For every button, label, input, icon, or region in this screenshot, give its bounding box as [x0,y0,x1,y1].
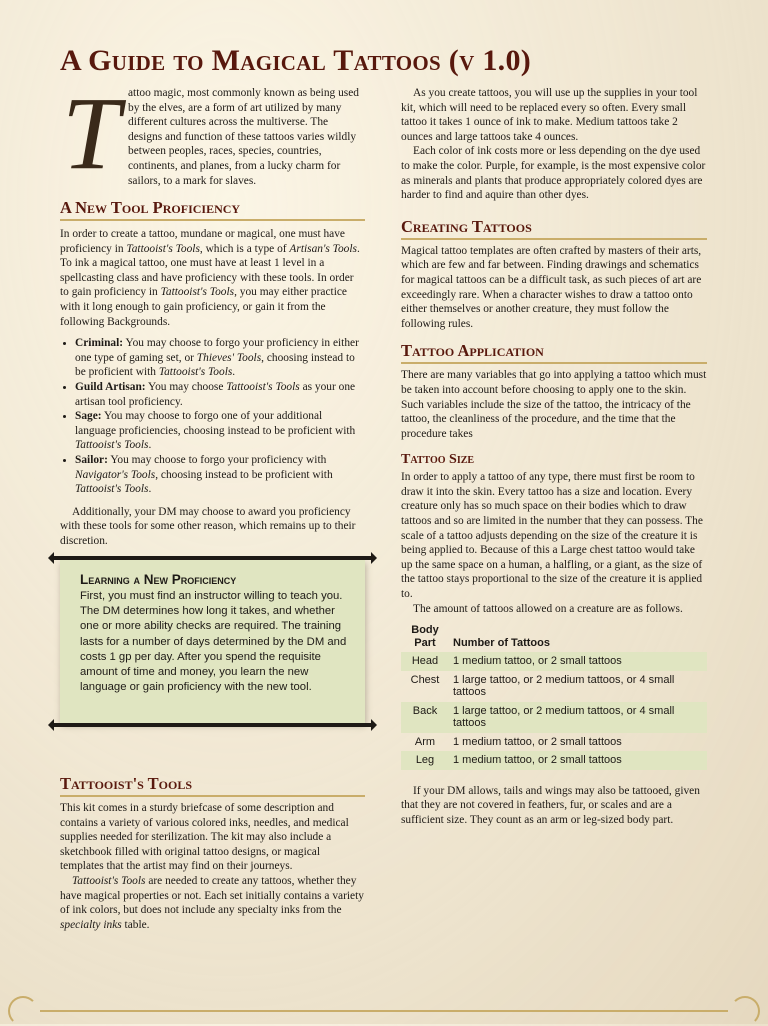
tattoo-count-cell: 1 medium tattoo, or 2 small tattoos [449,751,707,770]
text-run: You may choose to forgo one of your additional language proficiencies, choosing instead to be proficient with [75,410,356,437]
tattoo-limits-table [401,622,707,770]
text-run: . To ink a magical tattoo, one must have at least 1 level in a spellcasting class and have proficiency with these tools. In order to gain proficiency in [60,242,360,299]
intro-paragraph: attoo magic, most commonly known as being used by the elves, are a form of art utilized by many different cultures across the multiverse. The designs and function of these tattoos varies wildly between peoples, races, species, countries, continents, and planes, from a lucky charm for sailors, to a mark for slaves. [128,87,359,187]
tool-name: Tattooist's Tools [75,439,149,452]
size-intro-paragraph: The amount of tattoos allowed on a creature are as follows. [413,602,683,615]
table-reference: specialty inks [60,918,122,931]
tool-name: Tattooist's Tools [158,366,233,379]
text-run: , choosing instead to be proficient with [75,351,355,379]
tool-name: Tattooist's Tools [160,286,235,299]
text-run: , which is a type of [199,242,290,255]
text-run: . [148,483,152,496]
table-row [401,671,707,702]
tools-paragraph-2 [60,874,365,932]
table-row [401,702,707,733]
body-part-cell: Chest [410,673,440,686]
tool-proficiency-paragraph [60,227,365,329]
tool-name: Tattooist's Tools [72,874,146,887]
tails-wings-paragraph: If your DM allows, tails and wings may also be tattooed, given that they are not covered in feathers, fur, or scales and are a sufficient size. They count as an arm or leg-sized body part. [401,784,700,826]
tool-name: Artisan's Tools [289,242,357,255]
text-run: You may choose to forgo your proficiency with [107,453,327,466]
tool-name: Tattooist's Tools [75,483,149,496]
tool-proficiency-heading: A New Tool Proficiency [60,198,365,221]
tool-name: Tattooist's Tools [226,380,300,393]
footer-curl-right [730,996,760,1026]
tattoo-count-cell: 1 medium tattoo, or 2 small tattoos [453,735,622,748]
footer-ornament [0,996,768,1024]
text-run: . [148,439,152,452]
background-list [60,336,365,497]
note-bottom-border [54,723,371,727]
text-run: table. [121,918,150,931]
left-column [60,76,365,548]
bullet-label: Guild Artisan: [75,380,146,393]
text-run: are needed to create any tattoos, whether they have magical properties or not. Each set initially contains a variety of ink colors, but does not include any specialty inks from the [60,874,364,917]
note-box [60,560,365,723]
note-title: Learning a New Proficiency [80,572,237,587]
size-paragraph: In order to apply a tattoo of any type, there must first be room to draw it into the skin. Every tattoo has a size and location. Every creature only has so much space on their bodies which to draw tattoos and so are limited in the number that they can possess. The scale of a tattoo adjusts depending on the size of the creature it is being applied to. Because of this a Large chest tattoo would take up the same space on a human, a halfling, or a giant, as the size of the tattoo stays proportional to the size of the creature it is applied to. [401,471,703,601]
tools-section [60,774,365,932]
text-run: as your one artisan tool proficiency. [75,380,356,408]
tattoo-count-cell: 1 medium tattoo, or 2 small tattoos [449,652,707,671]
drop-cap-letter: T [62,76,120,191]
tools-heading: Tattooist's Tools [60,774,365,797]
page-title: A Guide to Magical Tattoos (v 1.0) [60,44,532,77]
column-header: Body Part [411,624,439,650]
creating-heading: Creating Tattoos [401,217,707,240]
discretion-paragraph: Additionally, your DM may choose to award you proficiency with these tools for some other reason, which remains up to their discretion. [60,505,356,547]
application-heading: Tattoo Application [401,341,707,364]
text-run: , choosing instead to be proficient with [155,468,333,481]
bullet-label: Sage: [75,410,102,423]
body-part-cell: Arm [414,735,436,748]
table-row [401,751,707,770]
table-header-row [401,622,707,652]
bullet-label: Criminal: [75,337,124,350]
tattoo-count-cell: 1 large tattoo, or 2 medium tattoos, or 4 small tattoos [449,702,707,733]
text-run: In order to create a tattoo, mundane or magical, one must have proficiency in [60,228,345,255]
footer-curl-left [8,996,38,1026]
text-run: You may choose [145,380,227,393]
footer-line [40,1010,728,1012]
note-body: First, you must find an instructor willing to teach you. The DM determines how long it takes, and whether one or more ability checks are required. The training lasts for a number of days determined by the DM and costs 1 gp per day. After you spend the requisite amount of time and money, you learn the new language or gain proficiency with the new tool. [80,590,347,694]
text-run: You may choose to forgo your proficiency in either one type of gaming set, or [75,337,359,364]
body-part-cell: Back [401,702,449,733]
creating-paragraph: Magical tattoo templates are often crafted by masters of their arts, which are few and far between. Finding drawings and schematics for magical tattoos can be a difficult task, as such pieces of art are exceedingly rare. When a character wishes to draw a tattoo onto either themselves or another creature, they must follow the following rules. [401,244,702,330]
list-item [75,380,365,409]
body-part-cell: Leg [401,751,449,770]
text-run: . [232,366,236,379]
list-item [75,453,365,497]
body-part-cell: Head [401,652,449,671]
size-heading: Tattoo Size [401,452,475,468]
supplies-paragraph: As you create tattoos, you will use up the supplies in your tool kit, which will need to be replaced every so often. Every small tattoo it takes 1 ounce of ink to make. Medium tattoos take 2 ounces and large tattoos take 4 ounces. [401,87,698,143]
tool-name: Tattooist's Tools [126,242,200,255]
intro-section [60,76,365,191]
tool-name: Thieves' Tools [196,351,262,364]
list-item [75,336,365,380]
list-item [75,409,365,453]
column-header: Number of Tattoos [453,637,550,650]
text-run: , you may either practice with it long enough to gain proficiency, or gain it from the following Backgrounds. [60,286,347,328]
bullet-label: Sailor: [75,453,108,466]
ink-cost-paragraph: Each color of ink costs more or less depending on the dye used to make the color. Purple, for example, is the most expensive color as minerals and plants that produce appropriately colored dyes are harder to find and aquire than other dyes. [401,145,706,202]
tool-name: Navigator's Tools [75,468,156,481]
application-paragraph: There are many variables that go into applying a tattoo which must be taken into account before choosing to apply one to the skin. Such variables include the size of the tattoo, the intricacy of the tattoo, the cleanliness of the procedure, and the time that the procedure takes [401,369,707,440]
tools-paragraph: This kit comes in a sturdy briefcase of some description and contains a variety of various colored inks, needles, and medical supplies needed for sterilization. The kit may also include a sketchbook filled with original tattoo designs, or magical templates that the artist may find on their journeys. [60,802,349,873]
table-row [401,733,707,752]
right-column [401,86,707,828]
tattoo-count-cell: 1 large tattoo, or 2 medium tattoos, or 4 small tattoos [453,673,675,699]
table-row [401,652,707,671]
